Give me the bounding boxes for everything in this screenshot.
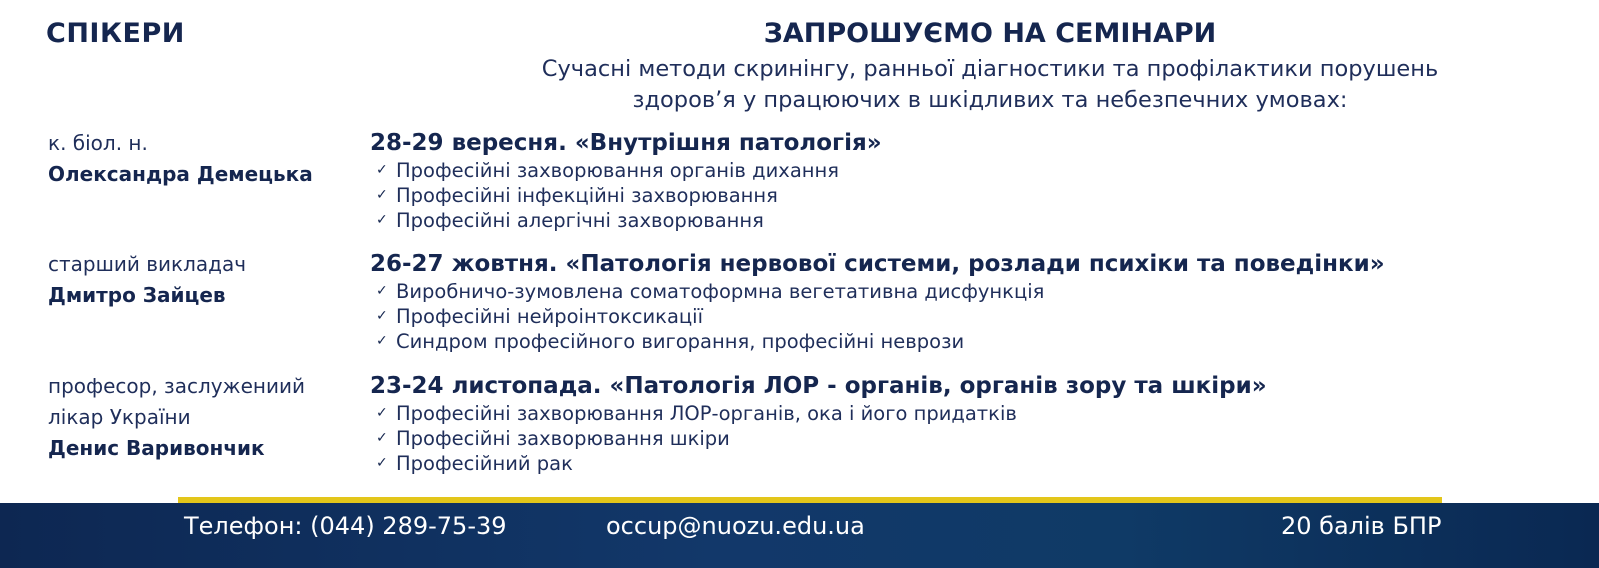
check-icon: ✓ (376, 212, 388, 228)
page-subtitle (330, 54, 1599, 116)
topic-list (370, 401, 1590, 476)
speaker-role: лікар України (48, 405, 191, 429)
subtitle-line: здоров’я у працюючих в шкідливих та небезпечних умовах: (632, 87, 1348, 113)
speakers-heading: СПІКЕРИ (46, 18, 185, 49)
topic-item (376, 158, 1590, 183)
topic-item (376, 304, 1590, 329)
topic-text: Професійні захворювання шкіри (396, 427, 730, 450)
speaker-demetska (48, 128, 358, 190)
topic-text: Виробничо-зумовлена соматоформна вегетативна дисфункція (396, 280, 1045, 303)
speaker-role: професор, заслужениий (48, 374, 305, 398)
check-icon: ✓ (376, 308, 388, 324)
speaker-zaitsev (48, 249, 358, 311)
topic-item (376, 279, 1590, 304)
check-icon: ✓ (376, 333, 388, 349)
footer-email[interactable]: occup@nuozu.edu.ua (606, 512, 865, 540)
seminar-october (370, 249, 1590, 354)
check-icon: ✓ (376, 405, 388, 421)
topic-list (370, 158, 1590, 233)
check-icon: ✓ (376, 283, 388, 299)
topic-text: Професійні інфекційні захворювання (396, 184, 778, 207)
topic-text: Професійні нейроінтоксикації (396, 305, 704, 328)
topic-list (370, 279, 1590, 354)
subtitle-line: Сучасні методи скринінгу, ранньої діагностики та профілактики порушень (541, 56, 1439, 82)
check-icon: ✓ (376, 430, 388, 446)
speaker-name: Дмитро Зайцев (48, 283, 226, 307)
topic-item (376, 426, 1590, 451)
check-icon: ✓ (376, 162, 388, 178)
page-title: ЗАПРОШУЄМО НА СЕМІНАРИ (763, 18, 1217, 49)
topic-item (376, 208, 1590, 233)
check-icon: ✓ (376, 455, 388, 471)
topic-item (376, 451, 1590, 476)
seminar-september (370, 128, 1590, 233)
speaker-role: к. біол. н. (48, 131, 148, 155)
footer-phone: Телефон: (044) 289-75-39 (184, 512, 507, 540)
topic-text: Професійні алергічні захворювання (396, 209, 764, 232)
topic-item (376, 401, 1590, 426)
seminar-title: 23-24 листопада. «Патологія ЛОР - органів, органів зору та шкіри» (370, 373, 1267, 399)
topic-item (376, 183, 1590, 208)
footer-points: 20 балів БПР (1281, 512, 1442, 540)
topic-text: Професійні захворювання ЛОР-органів, ока і його придатків (396, 402, 1017, 425)
topic-text: Синдром професійного вигорання, професійні неврози (396, 330, 965, 353)
topic-text: Професійні захворювання органів дихання (396, 159, 839, 182)
topic-item (376, 329, 1590, 354)
seminar-title: 26-27 жовтня. «Патологія нервової системи, розлади психіки та поведінки» (370, 251, 1385, 277)
speaker-role: старший викладач (48, 252, 247, 276)
seminar-title: 28-29 вересня. «Внутрішня патологія» (370, 130, 882, 156)
speaker-varyvonchyk (48, 371, 358, 464)
seminar-november (370, 371, 1590, 476)
speaker-name: Денис Варивончик (48, 436, 265, 460)
speaker-name: Олександра Демецька (48, 162, 313, 186)
topic-text: Професійний рак (396, 452, 573, 475)
check-icon: ✓ (376, 187, 388, 203)
